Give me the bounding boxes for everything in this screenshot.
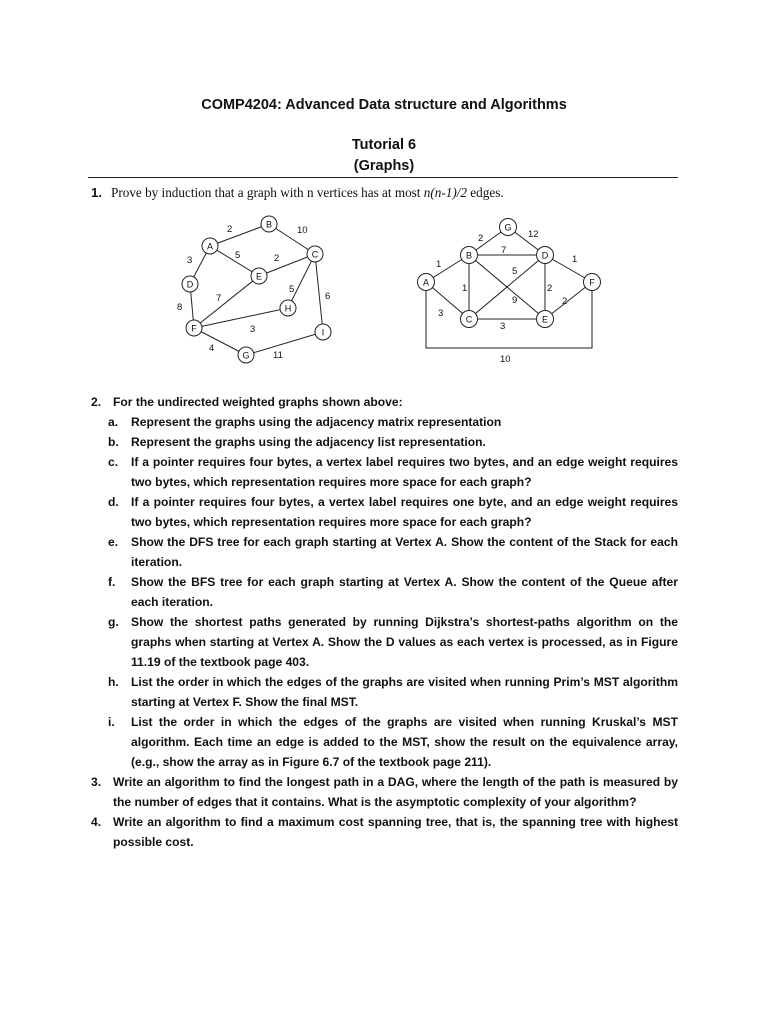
weight-HC: 5 [289, 284, 295, 295]
part-text: If a pointer requires four bytes, a vertex label requires one byte, and an edge weight requires two bytes, which representation requires more space for each graph? [131, 495, 678, 529]
part-text: Represent the graphs using the adjacency matrix representation [131, 415, 502, 429]
weight-CI: 6 [325, 291, 331, 302]
weight-EC: 2 [274, 253, 280, 264]
part-text: Represent the graphs using the adjacency list representation. [131, 435, 486, 449]
part-label: f. [108, 575, 116, 589]
question-number: 1. [91, 185, 102, 200]
question-list [91, 392, 678, 852]
part-text: Show the DFS tree for each graph starting at Vertex A. Show the content of the Stack for each iteration. [131, 535, 678, 569]
question-text: For the undirected weighted graphs shown above: [113, 395, 403, 409]
weight-GI: 11 [273, 350, 283, 361]
weight-EF: 2 [562, 296, 568, 307]
part-text: List the order in which the edges of the graphs are visited when running Prim’s MST algorithm starting at Vertex F. Show the final MST. [131, 675, 678, 709]
weight-AE: 5 [235, 250, 241, 261]
formula: n(n-1)/2 [423, 185, 467, 200]
part-label: b. [108, 435, 119, 449]
weight-AC: 3 [438, 308, 444, 319]
vertex-label-G: G [242, 350, 250, 361]
vertex-label-F: F [191, 323, 197, 334]
vertex-label-E: E [541, 314, 549, 325]
vertex-label-B: B [265, 219, 273, 230]
question-2h [91, 672, 678, 712]
part-text: List the order in which the edges of the graphs are visited when running Kruskal’s MST algorithm. Each time an edge is added to the MST, show the result on the equivalence array, (e.g., show the array as in Figure 6.7 of the textbook page 211). [131, 715, 678, 769]
question-text: Write an algorithm to find a maximum cost spanning tree, that is, the spanning tree with highest possible cost. [113, 815, 678, 849]
part-label: g. [108, 615, 119, 629]
part-text: Show the shortest paths generated by running Dijkstra’s shortest-paths algorithm on the graphs when starting at Vertex A. Show the D values as each vertex is processed, as in Figure 11.19 of the textbook page 403. [131, 615, 678, 669]
weight-FG: 4 [209, 343, 215, 354]
vertex-A [418, 274, 435, 291]
weight-DF: 1 [572, 254, 578, 265]
question-2c [91, 452, 678, 492]
vertex-F [584, 274, 601, 291]
question-number: 3. [91, 775, 102, 789]
question-2d [91, 492, 678, 532]
question-text-end: edges. [467, 185, 504, 200]
part-text: If a pointer requires four bytes, a vertex label requires two bytes, and an edge weight requires two bytes, which representation requires more space for each graph? [131, 455, 678, 489]
weight-BC: 10 [297, 225, 308, 236]
vertex-label-E: E [255, 271, 263, 282]
part-text: Show the BFS tree for each graph starting at Vertex A. Show the content of the Queue after each iteration. [131, 575, 678, 609]
vertex-label-A: A [206, 241, 214, 252]
weight-AF: 10 [500, 354, 511, 365]
weight-BC: 1 [462, 283, 468, 294]
vertex-label-B: B [465, 250, 473, 261]
question-2 [91, 392, 678, 412]
part-label: c. [108, 455, 119, 469]
question-number: 4. [91, 815, 102, 829]
vertex-label-F: F [589, 277, 595, 288]
question-2e [91, 532, 678, 572]
vertex-E [537, 311, 554, 328]
part-label: h. [108, 675, 119, 689]
weight-AB: 1 [436, 259, 442, 270]
question-text: Prove by induction that a graph with n vertices has at most [111, 185, 424, 200]
course-title: COMP4204: Advanced Data structure and Algorithms [201, 97, 567, 113]
vertex-label-I: I [321, 327, 325, 338]
weight-GB: 2 [478, 233, 484, 244]
vertex-label-D: D [541, 250, 549, 261]
question-3 [91, 772, 678, 812]
weight-CD: 9 [512, 295, 518, 306]
part-label: d. [108, 495, 119, 509]
question-text: Write an algorithm to find the longest path in a DAG, where the length of the path is measured by the number of edges that it contains. What is the asymptotic complexity of your algorithm? [113, 775, 678, 809]
vertex-D [537, 247, 554, 264]
vertex-label-C: C [311, 249, 319, 260]
weight-BE: 5 [512, 266, 518, 277]
vertex-B [461, 247, 478, 264]
vertex-label-D: D [186, 279, 194, 290]
weight-FE: 7 [216, 293, 222, 304]
weight-GD: 12 [528, 229, 539, 240]
weight-DE: 2 [547, 283, 553, 294]
question-number: 2. [91, 395, 102, 409]
part-label: a. [108, 415, 119, 429]
weight-BD: 7 [501, 245, 507, 256]
question-2a [91, 412, 678, 432]
vertex-G [500, 219, 517, 236]
tutorial-number: Tutorial 6 [351, 137, 417, 153]
tutorial-topic: (Graphs) [353, 158, 415, 174]
weight-AB: 2 [227, 224, 233, 235]
weight-FH: 3 [250, 324, 256, 335]
vertex-label-C: C [465, 314, 473, 325]
graph-2 [0, 0, 768, 380]
part-label: e. [108, 535, 119, 549]
question-2i [91, 712, 678, 772]
question-2g [91, 612, 678, 672]
vertex-label-H: H [284, 303, 292, 314]
weight-CE: 3 [500, 321, 506, 332]
question-4 [91, 812, 678, 852]
question-2f [91, 572, 678, 612]
weight-AD: 3 [187, 255, 193, 266]
vertex-label-A: A [422, 277, 430, 288]
edge-AF [426, 282, 592, 348]
part-label: i. [108, 715, 115, 729]
vertex-C [461, 311, 478, 328]
vertex-label-G: G [504, 222, 512, 233]
weight-DF: 8 [177, 302, 183, 313]
question-2b [91, 432, 678, 452]
